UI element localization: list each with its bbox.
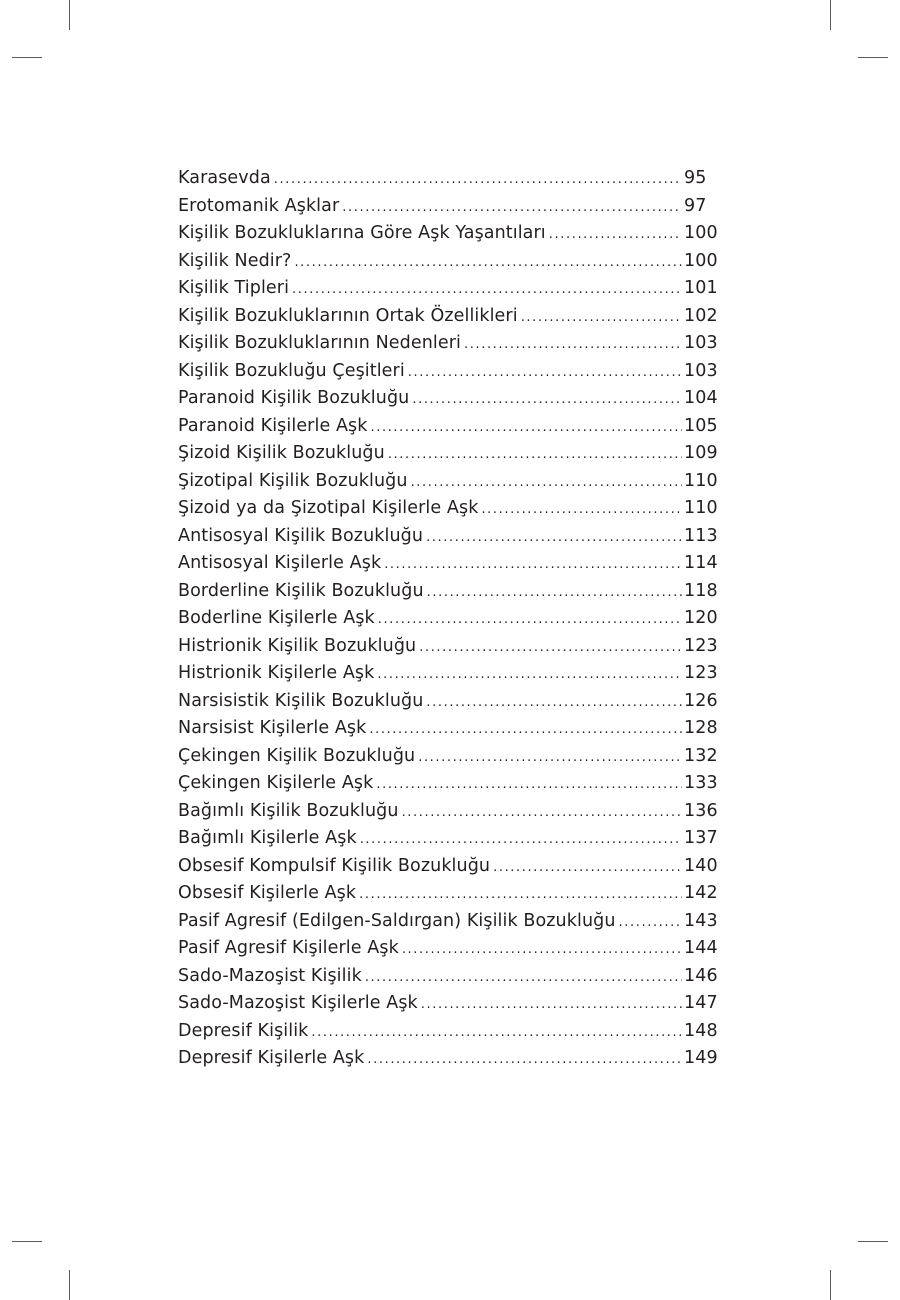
toc-entry-page-number: 118: [684, 580, 718, 601]
toc-entry-page-number: 100: [684, 250, 718, 271]
toc-entry: [178, 193, 716, 221]
toc-entry: [178, 908, 716, 936]
crop-mark-left-bottom: [12, 1241, 42, 1242]
toc-entry-title: Sado-Mazoşist Kişilik: [178, 965, 362, 986]
toc-entry-title: Kişilik Tipleri: [178, 278, 290, 298]
dot-leader: [378, 606, 682, 634]
toc-entry-title: Obsesif Kişilerle Aşk: [178, 883, 357, 903]
toc-entry-page-number: 120: [684, 608, 718, 628]
toc-entry-page-number: 149: [684, 1048, 718, 1068]
toc-entry: [178, 358, 716, 386]
dot-leader: [493, 854, 682, 882]
dot-leader: [427, 579, 682, 607]
dot-leader: [371, 414, 683, 442]
toc-entry-title: Çekingen Kişilik Bozukluğu: [178, 745, 416, 766]
toc-entry-page-number: 140: [684, 855, 718, 876]
toc-entry-page-number: 110: [684, 498, 718, 518]
dot-leader: [342, 194, 682, 222]
crop-mark-top-right: [830, 0, 831, 30]
toc-entry-title: Narsisist Kişilerle Aşk: [178, 718, 367, 738]
toc-entry-title: Sado-Mazoşist Kişilerle Aşk: [178, 993, 418, 1013]
toc-entry: [178, 825, 716, 853]
crop-mark-bottom-right: [830, 1270, 831, 1300]
dot-leader: [421, 991, 682, 1019]
toc-entry: [178, 578, 716, 606]
dot-leader: [619, 909, 682, 937]
dot-leader: [360, 826, 682, 854]
dot-leader: [549, 221, 682, 249]
toc-entry-page-number: 102: [684, 305, 718, 326]
toc-entry-page-number: 105: [684, 415, 718, 436]
toc-entry-title: Kişilik Nedir?: [178, 250, 292, 271]
dot-leader: [359, 881, 682, 909]
dot-leader: [426, 689, 682, 717]
toc-entry: [178, 248, 716, 276]
toc-entry: [178, 605, 716, 633]
toc-entry: [178, 1045, 716, 1073]
toc-entry-page-number: 137: [684, 828, 718, 848]
toc-entry: [178, 495, 716, 523]
toc-entry-page-number: 109: [684, 443, 718, 463]
toc-entry: [178, 275, 716, 303]
toc-entry-title: Histrionik Kişilik Bozukluğu: [178, 635, 417, 656]
toc-entry: [178, 688, 716, 716]
toc-entry-title: Depresif Kişilerle Aşk: [178, 1048, 365, 1068]
toc-entry: [178, 990, 716, 1018]
toc-entry-title: Kişilik Bozukluklarına Göre Aşk Yaşantıları: [178, 223, 546, 243]
toc-entry-title: Paranoid Kişilik Bozukluğu: [178, 388, 410, 408]
dot-leader: [294, 249, 682, 277]
dot-leader: [377, 661, 682, 689]
crop-mark-bottom-left: [69, 1270, 70, 1300]
toc-entry-title: Histrionik Kişilerle Aşk: [178, 663, 375, 683]
dot-leader: [384, 551, 682, 579]
crop-mark-top-left: [69, 0, 70, 30]
toc-entry-title: Boderline Kişilerle Aşk: [178, 608, 375, 628]
toc-entry-page-number: 103: [684, 333, 718, 353]
toc-entry-page-number: 143: [684, 910, 718, 931]
dot-leader: [274, 166, 682, 194]
dot-leader: [367, 1046, 682, 1074]
table-of-contents: [178, 165, 716, 1073]
toc-entry-page-number: 103: [684, 360, 718, 381]
toc-entry: [178, 330, 716, 358]
toc-entry-page-number: 123: [684, 663, 718, 683]
dot-leader: [365, 964, 682, 992]
toc-entry: [178, 385, 716, 413]
crop-mark-right-top: [858, 57, 888, 58]
toc-entry: [178, 413, 716, 441]
toc-entry-title: Borderline Kişilik Bozukluğu: [178, 580, 424, 601]
toc-entry: [178, 963, 716, 991]
toc-entry-title: Bağımlı Kişilerle Aşk: [178, 828, 357, 848]
toc-entry-page-number: 104: [684, 388, 718, 408]
toc-entry: [178, 523, 716, 551]
toc-entry-title: Pasif Agresif Kişilerle Aşk: [178, 938, 399, 958]
toc-entry: [178, 468, 716, 496]
dot-leader: [411, 469, 682, 497]
toc-entry-title: Şizoid ya da Şizotipal Kişilerle Aşk: [178, 498, 479, 518]
toc-entry-title: Narsisistik Kişilik Bozukluğu: [178, 690, 424, 711]
dot-leader: [376, 771, 682, 799]
toc-entry: [178, 770, 716, 798]
toc-entry-title: Karasevda: [178, 168, 271, 188]
dot-leader: [402, 936, 682, 964]
toc-entry: [178, 853, 716, 881]
dot-leader: [402, 799, 682, 827]
toc-entry-title: Şizotipal Kişilik Bozukluğu: [178, 470, 408, 491]
crop-mark-left-top: [12, 57, 42, 58]
toc-entry: [178, 165, 716, 193]
toc-entry-page-number: 113: [684, 525, 718, 546]
toc-entry-page-number: 126: [684, 690, 718, 711]
toc-entry: [178, 633, 716, 661]
dot-leader: [408, 359, 682, 387]
dot-leader: [419, 634, 682, 662]
toc-entry-page-number: 101: [684, 278, 718, 298]
toc-entry-page-number: 110: [684, 470, 718, 491]
toc-entry-title: Bağımlı Kişilik Bozukluğu: [178, 800, 399, 821]
toc-entry-title: Antisosyal Kişilik Bozukluğu: [178, 525, 424, 546]
dot-leader: [481, 496, 682, 524]
toc-entry-page-number: 128: [684, 718, 718, 738]
toc-entry-page-number: 136: [684, 800, 718, 821]
toc-entry-title: Kişilik Bozukluğu Çeşitleri: [178, 360, 405, 381]
toc-entry: [178, 798, 716, 826]
toc-entry: [178, 715, 716, 743]
dot-leader: [388, 441, 682, 469]
toc-entry-title: Antisosyal Kişilerle Aşk: [178, 553, 382, 573]
dot-leader: [521, 304, 682, 332]
toc-entry-page-number: 148: [684, 1020, 718, 1041]
toc-entry-page-number: 95: [684, 168, 707, 188]
toc-entry-page-number: 100: [684, 223, 718, 243]
toc-entry-title: Pasif Agresif (Edilgen-Saldırgan) Kişilik Bozukluğu: [178, 910, 616, 931]
toc-entry-page-number: 123: [684, 635, 718, 656]
dot-leader: [412, 386, 682, 414]
toc-entry-title: Paranoid Kişilerle Aşk: [178, 415, 368, 436]
toc-entry-title: Çekingen Kişilerle Aşk: [178, 773, 374, 793]
toc-entry: [178, 220, 716, 248]
toc-entry-page-number: 147: [684, 993, 718, 1013]
toc-entry-page-number: 114: [684, 553, 718, 573]
toc-entry: [178, 935, 716, 963]
toc-entry-page-number: 142: [684, 883, 718, 903]
toc-entry-page-number: 133: [684, 773, 718, 793]
toc-entry: [178, 303, 716, 331]
toc-entry-title: Kişilik Bozukluklarının Nedenleri: [178, 333, 462, 353]
toc-entry-title: Obsesif Kompulsif Kişilik Bozukluğu: [178, 855, 491, 876]
toc-entry-page-number: 144: [684, 938, 718, 958]
toc-entry: [178, 880, 716, 908]
dot-leader: [311, 1019, 682, 1047]
dot-leader: [418, 744, 682, 772]
toc-entry-page-number: 132: [684, 745, 718, 766]
toc-entry-title: Şizoid Kişilik Bozukluğu: [178, 443, 385, 463]
dot-leader: [464, 331, 682, 359]
toc-entry-page-number: 146: [684, 965, 718, 986]
dot-leader: [426, 524, 682, 552]
toc-entry-title: Kişilik Bozukluklarının Ortak Özellikleri: [178, 305, 518, 326]
toc-entry: [178, 440, 716, 468]
toc-entry: [178, 1018, 716, 1046]
toc-entry: [178, 660, 716, 688]
toc-entry: [178, 550, 716, 578]
crop-mark-right-bottom: [858, 1241, 888, 1242]
dot-leader: [292, 276, 682, 304]
toc-entry-page-number: 97: [684, 195, 707, 216]
toc-entry-title: Depresif Kişilik: [178, 1020, 309, 1041]
toc-entry: [178, 743, 716, 771]
toc-entry-title: Erotomanik Aşklar: [178, 195, 340, 216]
dot-leader: [369, 716, 682, 744]
